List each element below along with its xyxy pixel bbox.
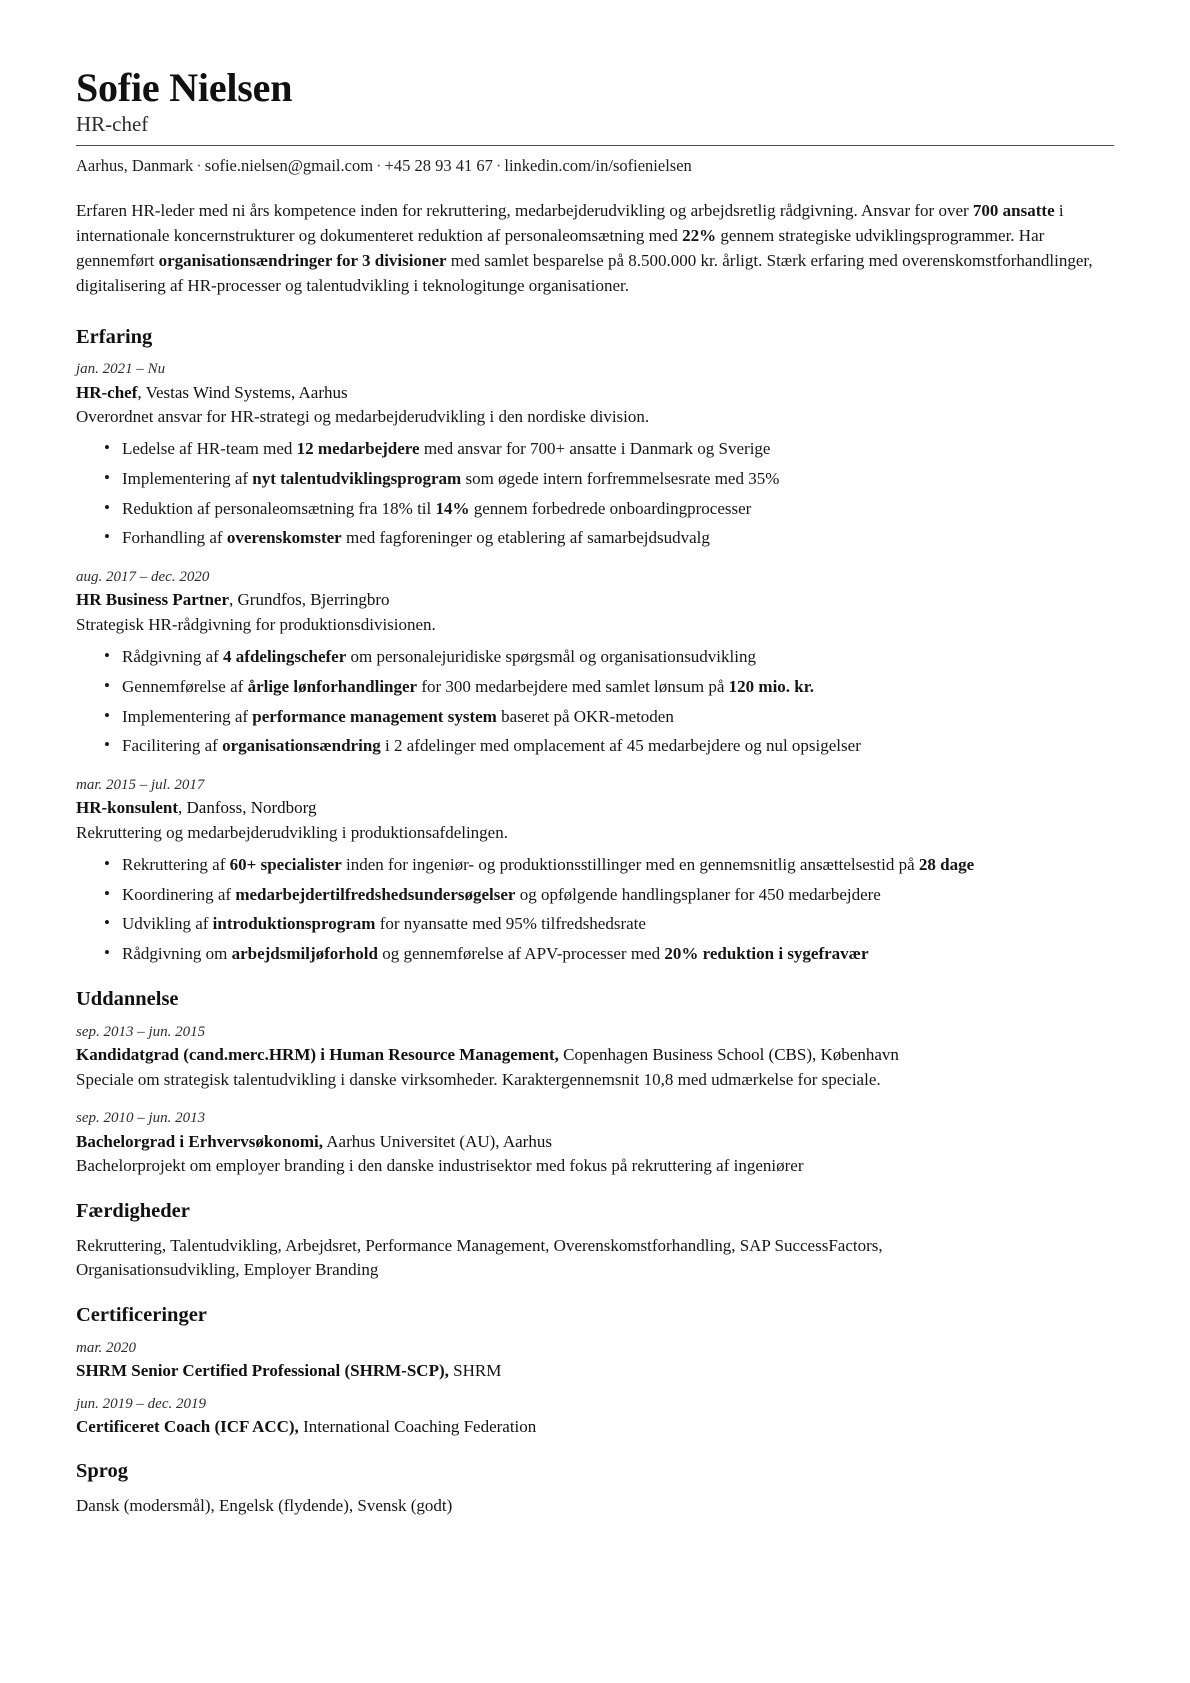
body-text: for 300 medarbejdere med samlet lønsum på — [417, 676, 729, 696]
experience-entry — [76, 775, 1114, 967]
achievement-list — [76, 853, 1114, 967]
achievement-item — [102, 467, 1114, 492]
contact-separator: · — [196, 156, 202, 176]
achievement-item — [102, 853, 1114, 878]
entry-degree: Kandidatgrad (cand.merc.HRM) i Human Resource Management, — [76, 1044, 559, 1064]
emphasis-text: årlige lønforhandlinger — [247, 676, 418, 696]
emphasis-text: overenskomster — [226, 528, 342, 548]
entry-date: jun. 2019 – dec. 2019 — [76, 1395, 206, 1412]
entry-title — [76, 588, 1114, 612]
section-title-experience: Erfaring — [76, 325, 153, 348]
certification-name: SHRM Senior Certified Professional (SHRM-SCP), — [76, 1361, 449, 1381]
body-text: om personalejuridiske spørgsmål og organisationsudvikling — [346, 646, 756, 666]
emphasis-text: nyt talentudviklingsprogram — [252, 468, 462, 488]
body-text: i internationale koncernstrukturer og dokumenteret reduktion af personaleomsætning med — [76, 201, 1064, 246]
professional-summary — [76, 199, 1114, 298]
body-text: Reduktion af personaleomsætning fra 18% til — [122, 498, 436, 518]
body-text: i 2 afdelinger med omplacement af 45 medarbejdere og nul opsigelser — [380, 736, 861, 756]
emphasis-text: organisationsændring — [222, 736, 381, 756]
body-text: for nyansatte med 95% tilfredshedsrate — [375, 914, 646, 934]
contact-linkedin[interactable]: linkedin.com/in/sofienielsen — [504, 156, 692, 176]
contact-email[interactable]: sofie.nielsen@gmail.com — [204, 156, 374, 176]
section-title-certifications: Certificeringer — [76, 1304, 207, 1327]
entry-company: , Grundfos, Bjerringbro — [229, 590, 390, 610]
job-headline: HR-chef — [76, 112, 149, 136]
achievement-item — [102, 497, 1114, 522]
body-text: baseret på OKR-metoden — [496, 706, 674, 726]
header-divider — [76, 145, 1114, 146]
body-text: Implementering af — [122, 468, 253, 488]
body-text: Rådgivning om — [122, 944, 232, 964]
body-text: med fagforeninger og etablering af samarbejdsudvalg — [341, 528, 710, 548]
experience-entry — [76, 359, 1114, 551]
entry-description: Overordnet ansvar for HR-strategi og medarbejderudvikling i den nordiske division. — [76, 407, 650, 427]
achievement-item — [102, 883, 1114, 908]
certification-issuer: International Coaching Federation — [298, 1417, 537, 1437]
entry-date: sep. 2013 – jun. 2015 — [76, 1023, 206, 1040]
section-languages — [76, 1459, 1114, 1518]
entry-company: , Danfoss, Nordborg — [178, 798, 317, 818]
section-title-education: Uddannelse — [76, 988, 179, 1011]
education-entries — [76, 1022, 1114, 1179]
entry-date: aug. 2017 – dec. 2020 — [76, 569, 210, 586]
entry-date: sep. 2010 – jun. 2013 — [76, 1110, 206, 1127]
body-text: Udvikling af — [122, 914, 213, 934]
body-text: med ansvar for 700+ ansatte i Danmark og Sverige — [419, 438, 771, 458]
body-text: Rekruttering af — [122, 854, 230, 874]
achievement-item — [102, 705, 1114, 730]
emphasis-text: 120 mio. kr. — [728, 676, 814, 696]
achievement-list — [76, 645, 1114, 759]
experience-entries — [76, 359, 1114, 967]
body-text: inden for ingeniør- og produktionsstillinger med en gennemsnitlig ansættelsestid på — [341, 854, 919, 874]
section-title-skills: Færdigheder — [76, 1200, 190, 1223]
entry-title — [76, 1130, 1114, 1154]
page-title: Sofie Nielsen — [76, 65, 293, 110]
emphasis-text: medarbejdertilfredshedsundersøgelser — [235, 884, 516, 904]
contact-line — [76, 155, 1114, 177]
body-text: Forhandling af — [122, 528, 227, 548]
body-text: med samlet besparelse på 8.500.000 kr. årligt. Stærk erfaring med overenskomstforhandlinger, digitalisering af HR-processer og talentudvikling i teknologitunge organisationer. — [76, 251, 1093, 295]
body-text: gennem strategiske udviklingsprogrammer. Har gennemført — [76, 226, 1045, 271]
body-text: og gennemførelse af APV-processer med — [377, 944, 665, 964]
certification-entry — [76, 1394, 1114, 1439]
contact-phone[interactable]: +45 28 93 41 67 — [384, 156, 493, 176]
achievement-item — [102, 675, 1114, 700]
education-entry — [76, 1108, 1114, 1179]
emphasis-text: 28 dage — [918, 854, 975, 874]
achievement-item — [102, 437, 1114, 462]
body-text: som øgede intern forfremmelsesrate med 35% — [461, 468, 780, 488]
emphasis-text: 12 medarbejdere — [296, 438, 420, 458]
emphasis-text: introduktionsprogram — [212, 914, 376, 934]
body-text: Koordinering af — [122, 884, 236, 904]
entry-title — [76, 1043, 1114, 1067]
section-skills — [76, 1199, 1114, 1283]
achievement-item — [102, 645, 1114, 670]
entry-title — [76, 796, 1114, 820]
entry-degree: Bachelorgrad i Erhvervsøkonomi, — [76, 1131, 323, 1151]
entry-description: Strategisk HR-rådgivning for produktionsdivisionen. — [76, 615, 436, 635]
entry-date: mar. 2020 — [76, 1339, 137, 1356]
achievement-item — [102, 942, 1114, 967]
entry-role: HR-konsulent — [76, 798, 179, 818]
achievement-item — [102, 912, 1114, 937]
certification-entries — [76, 1338, 1114, 1439]
certification-entry — [76, 1338, 1114, 1383]
entry-description: Bachelorprojekt om employer branding i den danske industrisektor med fokus på rekruttering af ingeniører — [76, 1156, 804, 1176]
section-experience — [76, 325, 1114, 967]
section-title-languages: Sprog — [76, 1459, 129, 1482]
body-text: Rådgivning af — [122, 646, 224, 666]
entry-role: HR Business Partner — [76, 590, 229, 610]
body-text: Implementering af — [122, 706, 253, 726]
entry-date: jan. 2021 – Nu — [76, 361, 166, 378]
skills-list: Rekruttering, Talentudvikling, Arbejdsret, Performance Management, Overenskomstforhandling, SAP SuccessFactors, Organisationsudvikling, Employer Branding — [76, 1235, 883, 1280]
body-text: og opfølgende handlingsplaner for 450 medarbejdere — [515, 884, 881, 904]
education-entry — [76, 1022, 1114, 1093]
emphasis-text: arbejdsmiljøforhold — [231, 944, 378, 964]
certification-issuer: SHRM — [448, 1361, 502, 1381]
entry-role: HR-chef — [76, 382, 138, 402]
entry-institution: Copenhagen Business School (CBS), København — [558, 1044, 899, 1064]
emphasis-text: organisationsændringer for 3 divisioner — [158, 251, 447, 271]
entry-title — [76, 1359, 1114, 1383]
body-text: gennem forbedrede onboardingprocesser — [469, 498, 752, 518]
experience-entry — [76, 567, 1114, 759]
emphasis-text: 22% — [682, 226, 717, 246]
emphasis-text: 4 afdelingschefer — [223, 646, 347, 666]
entry-company: , Vestas Wind Systems, Aarhus — [137, 382, 348, 402]
certification-name: Certificeret Coach (ICF ACC), — [76, 1417, 299, 1437]
body-text: Gennemførelse af — [122, 676, 248, 696]
section-certifications — [76, 1303, 1114, 1439]
contact-separator: · — [376, 156, 382, 176]
section-education — [76, 987, 1114, 1179]
entry-description: Rekruttering og medarbejderudvikling i produktionsafdelingen. — [76, 823, 508, 843]
achievement-item — [102, 734, 1114, 759]
contact-separator: · — [495, 156, 502, 176]
achievement-list — [76, 437, 1114, 551]
emphasis-text: performance management system — [252, 706, 497, 726]
contact-location: Aarhus, Danmark — [76, 156, 194, 176]
body-text: Erfaren HR-leder med ni års kompetence inden for rekruttering, medarbejderudvikling og arbejdsretlig rådgivning. Ansvar for over — [76, 201, 973, 221]
emphasis-text: 14% — [435, 498, 470, 518]
emphasis-text: 20% reduktion i sygefravær — [664, 944, 869, 964]
entry-date: mar. 2015 – jul. 2017 — [76, 777, 205, 794]
languages-list: Dansk (modersmål), Engelsk (flydende), Svensk (godt) — [76, 1495, 453, 1515]
achievement-item — [102, 526, 1114, 551]
entry-institution: Aarhus Universitet (AU), Aarhus — [322, 1131, 552, 1151]
entry-title — [76, 1415, 1114, 1439]
body-text: Ledelse af HR-team med — [122, 438, 297, 458]
entry-description: Speciale om strategisk talentudvikling i danske virksomheder. Karaktergennemsnit 10,8 med udmærkelse for speciale. — [76, 1069, 881, 1089]
entry-title — [76, 381, 1114, 405]
body-text: Facilitering af — [122, 736, 223, 756]
emphasis-text: 700 ansatte — [972, 201, 1055, 221]
emphasis-text: 60+ specialister — [229, 854, 342, 874]
